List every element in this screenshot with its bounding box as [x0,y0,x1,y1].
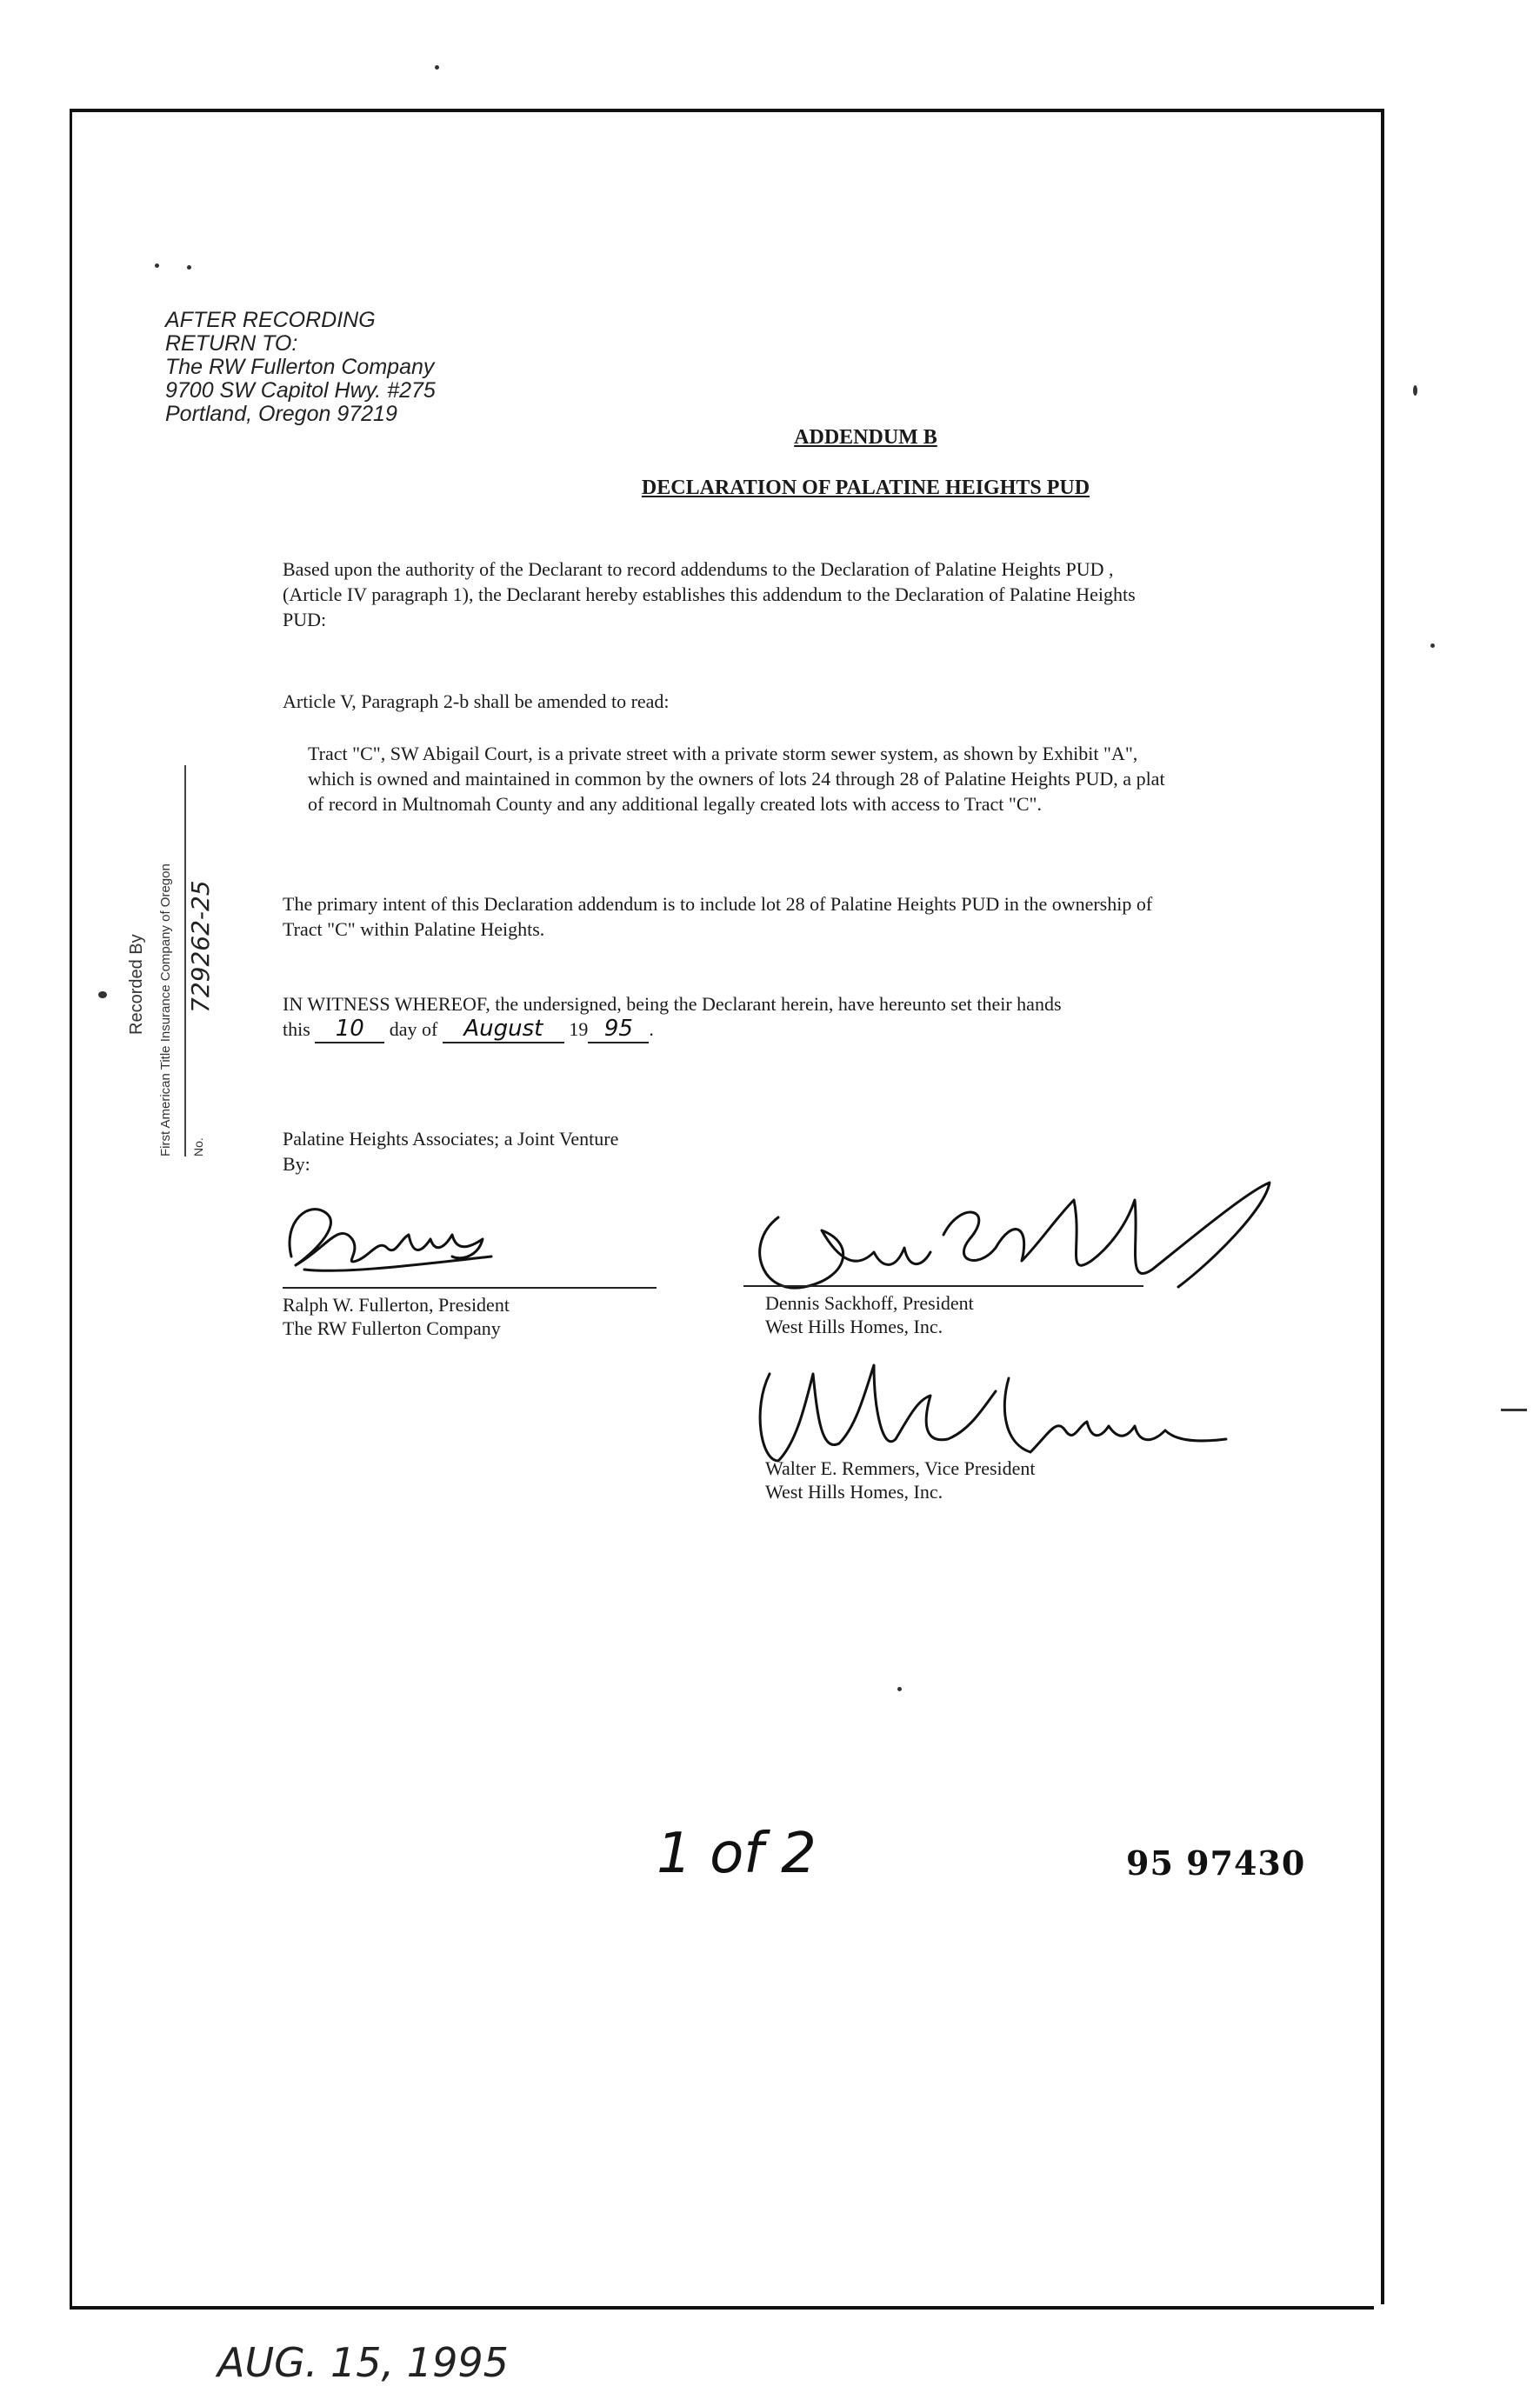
scan-speck [1430,643,1435,648]
fullerton-signature [274,1187,509,1287]
signatory-2-company: West Hills Homes, Inc. [765,1316,943,1337]
page-border-left [70,109,72,2309]
witness-month-value: August [443,1017,564,1043]
signatory-3-company: West Hills Homes, Inc. [765,1481,943,1503]
witness-date-line [283,1017,1170,1043]
page-border-bottom [70,2306,1374,2310]
scan-speck [187,265,191,270]
by-label: By: [283,1153,310,1175]
recorded-by-label: Recorded By [127,934,146,1035]
witness-text: IN WITNESS WHEREOF, the undersigned, being the Declarant herein, have hereunto set their hands [283,993,1062,1015]
return-line-return-to: RETURN TO: [165,331,298,356]
witness-this-label: this [283,1018,310,1040]
scan-speck [435,65,439,70]
declaration-heading: DECLARATION OF PALATINE HEIGHTS PUD [641,477,1090,499]
scan-speck [1501,1409,1527,1411]
association-block [283,1126,618,1177]
signature-line-2 [743,1285,1143,1287]
signatory-1-name: Ralph W. Fullerton, President [283,1294,510,1316]
return-line-company: The RW Fullerton Company [165,355,435,379]
witness-century-label: 19 [569,1018,589,1040]
scan-speck [897,1687,902,1691]
page-border-top [70,109,1383,112]
signatory-1-block [283,1293,510,1340]
addendum-heading: ADDENDUM B [794,426,937,449]
signatory-1-company: The RW Fullerton Company [283,1317,501,1339]
page-count-handwritten: 1 of 2 [657,1822,817,1886]
witness-day-of-label: day of [389,1018,438,1040]
signatory-2-block [765,1291,974,1338]
witness-period: . [649,1018,654,1040]
amendment-intro-paragraph: Article V, Paragraph 2-b shall be amended to read: [283,690,670,712]
intent-paragraph: The primary intent of this Declaration addendum is to include lot 28 of Palatine Heights PUD in the ownership of Tract "C" within Palatine Heights. [283,893,1153,940]
return-address-block [165,309,436,426]
recording-stamp [78,765,215,1157]
signature-line-1 [283,1287,657,1289]
witness-day-value: 10 [315,1017,384,1043]
witness-year-value: 95 [588,1017,649,1043]
stamp-no-value: 729262-25 [186,880,215,1013]
stamp-no-label: No. [191,1137,205,1157]
association-name: Palatine Heights Associates; a Joint Venture [283,1128,619,1150]
signatory-3-block [765,1456,1036,1503]
return-line-street: 9700 SW Capitol Hwy. #275 [165,378,436,403]
signatory-2-name: Dennis Sackhoff, President [765,1292,974,1314]
scan-speck [155,263,159,268]
return-line-after-recording: AFTER RECORDING [165,308,376,332]
document-number: 95 97430 [1126,1843,1306,1883]
signatory-3-name: Walter E. Remmers, Vice President [765,1457,1036,1479]
authority-paragraph: Based upon the authority of the Declarant to record addendums to the Declaration of Palatine Heights PUD , (Article IV paragraph 1), the Declarant hereby establishes this addendum to the Declaration of Palatine Heights PUD: [283,558,1136,630]
tract-c-paragraph: Tract "C", SW Abigail Court, is a private street with a private storm sewer system, as shown by Exhibit "A", which is owned and maintained in common by the owners of lots 24 through 28 of Palatine Heights PUD, a plat of record in Multnomah County and any additional legally created lots with access to Tract "C". [308,743,1165,815]
received-date-handwritten: AUG. 15, 1995 [217,2339,509,2386]
return-line-city: Portland, Oregon 97219 [165,402,397,426]
scan-speck [1413,385,1417,396]
title-company-label: First American Title Insurance Company of Oregon [158,863,173,1157]
witness-paragraph [283,991,1170,1043]
